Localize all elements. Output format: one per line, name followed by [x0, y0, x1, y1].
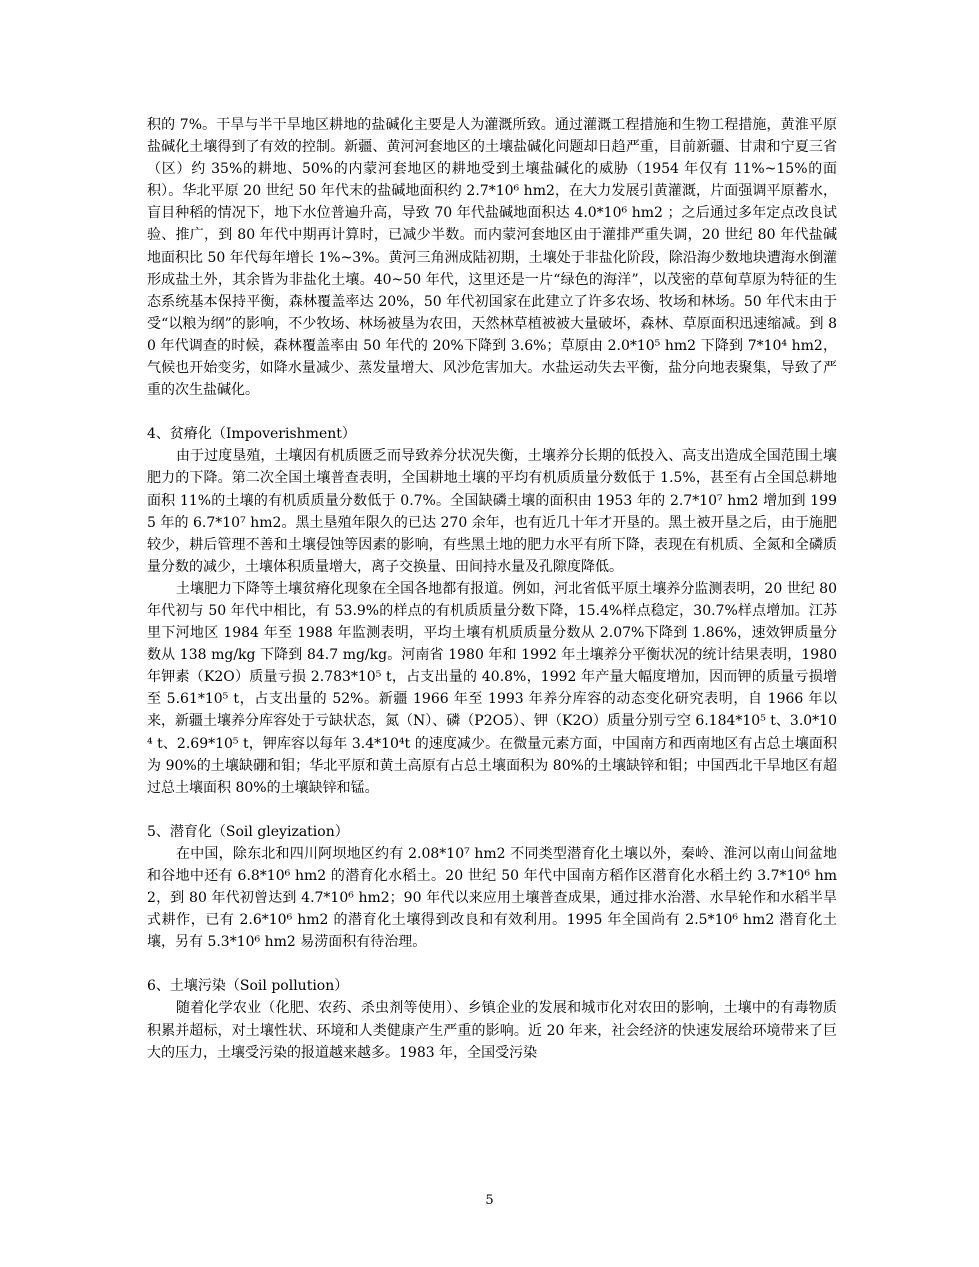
section-heading-gleyization: 5、潜育化（Soil gleyization）	[147, 823, 349, 840]
paragraph-salinization-continued: 积的 7%。干旱与半干旱地区耕地的盐碱化主要是人为灌溉所致。通过灌溉工程措施和生物工程措施，黄淮平原盐碱化土壤得到了有效的控制。新疆、黄河河套地区的土壤盐碱化问题却日趋严重，目前新疆、甘肃和宁夏三省（区）约 35%的耕地、50%的内蒙河套地区的耕地受到土壤盐碱化的威胁（1954 年仅有 11%~15%的面积）。华北平原 20 世纪 50 年代末的盐碱地面积约 2.7*10⁶ hm2，在大力发展引黄灌溉，片面强调平原蓄水，盲目种稻的情况下，地下水位普遍升高，导致 70 年代盐碱地面积达 4.0*10⁶ hm2 ；之后通过多年定点改良试验、推广，到 80 年代中期再计算时，已减少半数。而内蒙河套地区由于灌排严重失调，20 世纪 80 年代盐碱地面积比 50 年代每年增长 1%~3%。黄河三角洲成陆初期，土壤处于非盐化阶段，除沿海少数地块遭海水倒灌形成盐土外，其余皆为非盐化土壤。40~50 年代，这里还是一片“绿色的海洋”，以茂密的草甸草原为特征的生态系统基本保持平衡，森林覆盖率达 20%，50 年代初国家在此建立了许多农场、牧场和林场。50 年代末由于受“以粮为纲”的影响，不少牧场、林场被垦为农田，天然林草植被被大量破坏，森林、草原面积迅速缩减。到 80 年代调查的时候，森林覆盖率由 50 年代的 20%下降到 3.6%；草原由 2.0*10⁵ hm2 下降到 7*10⁴ hm2，气候也开始变劣，如降水量减少、蒸发量增大、风沙危害加大。水盐运动失去平衡，盐分向地表聚集，导致了严重的次生盐碱化。	[147, 117, 837, 399]
section-gap	[147, 401, 837, 423]
paragraph-impoverishment-reports: 土壤肥力下降等土壤贫瘠化现象在全国各地都有报道。例如，河北省低平原土壤养分监测表明，20 世纪 80 年代初与 50 年代中相比，有 53.9%的样点的有机质质量分数下降，15.4%样点稳定，30.7%样点增加。江苏里下河地区 1984 年至 1988 年监测表明，平均土壤有机质质量分数从 2.07%下降到 1.86%，速效钾质量分数从 138 mg/kg 下降到 84.7 mg/kg。河南省 1980 年和 1992 年土壤养分平衡状况的统计结果表明，1980 年钾素（K2O）质量亏损 2.783*10⁵ t，占支出量的 40.8%，1992 年产量大幅度增加，因而钾的质量亏损增至 5.61*10⁵ t，占支出量的 52%。新疆 1966 年至 1993 年养分库容的动态变化研究表明，自 1966 年以来，新疆土壤养分库容处于亏缺状态，氮（N）、磷（P2O5）、钾（K2O）质量分别亏空 6.184*10⁵ t、3.0*10⁴ t、2.69*10⁵ t，钾库容以每年 3.4*10⁴t 的速度减少。在微量元素方面，中国南方和西南地区有占总土壤面积为 90%的土壤缺硼和钼；华北平原和黄土高原有占总土壤面积为 80%的土壤缺锌和钼；中国西北干旱地区有超过总土壤面积 80%的土壤缺锌和锰。	[147, 580, 837, 796]
section-gap	[147, 799, 837, 821]
page-number: 5	[485, 1193, 494, 1208]
section-gap	[147, 953, 837, 975]
paragraph-gleyization: 在中国，除东北和四川阿坝地区约有 2.08*10⁷ hm2 不同类型潜育化土壤以外，秦岭、淮河以南山间盆地和谷地中还有 6.8*10⁶ hm2 的潜育化水稻土。20 世纪 50 年代中国南方稻作区潜育化水稻土约 3.7*10⁶ hm2，到 80 年代初曾达到 4.7*10⁶ hm2；90 年代以来应用土壤普查成果，通过排水治潜、水旱轮作和水稻半旱式耕作，已有 2.6*10⁶ hm2 的潜育化土壤得到改良和有效利用。1995 年全国尚有 2.5*10⁶ hm2 潜育化土壤，另有 5.3*10⁶ hm2 易涝面积有待治理。	[147, 845, 837, 951]
section-heading-pollution: 6、土壤污染（Soil pollution）	[147, 978, 349, 995]
section-heading-impoverishment: 4、贫瘠化（Impoverishment）	[147, 426, 356, 443]
paragraph-pollution: 随着化学农业（化肥、农药、杀虫剂等使用）、乡镇企业的发展和城市化对农田的影响，土壤中的有毒物质积累并超标，对土壤性状、环境和人类健康产生严重的影响。近 20 年来，社会经济的快速发展给环境带来了巨大的压力，土壤受污染的报道越来越多。1983 年，全国受污染	[147, 1000, 837, 1061]
document-body	[147, 114, 837, 1064]
paragraph-impoverishment-intro: 由于过度垦殖，土壤因有机质匮乏而导致养分状况失衡，土壤养分长期的低投入、高支出造成全国范围土壤肥力的下降。第二次全国土壤普查表明，全国耕地土壤的平均有机质质量分数低于 1.5%，甚至有占全国总耕地面积 11%的土壤的有机质质量分数低于 0.7%。全国缺磷土壤的面积由 1953 年的 2.7*10⁷ hm2 增加到 1995 年的 6.7*10⁷ hm2。黑土垦殖年限久的已达 270 余年，也有近几十年才开垦的。黑土被开垦之后，由于施肥较少，耕后管理不善和土壤侵蚀等因素的影响，有些黑土地的肥力水平有所下降，表现在有机质、全氮和全磷质量分数的减少，土壤体积质量增大，离子交换量、田间持水量及孔隙度降低。	[147, 448, 837, 575]
